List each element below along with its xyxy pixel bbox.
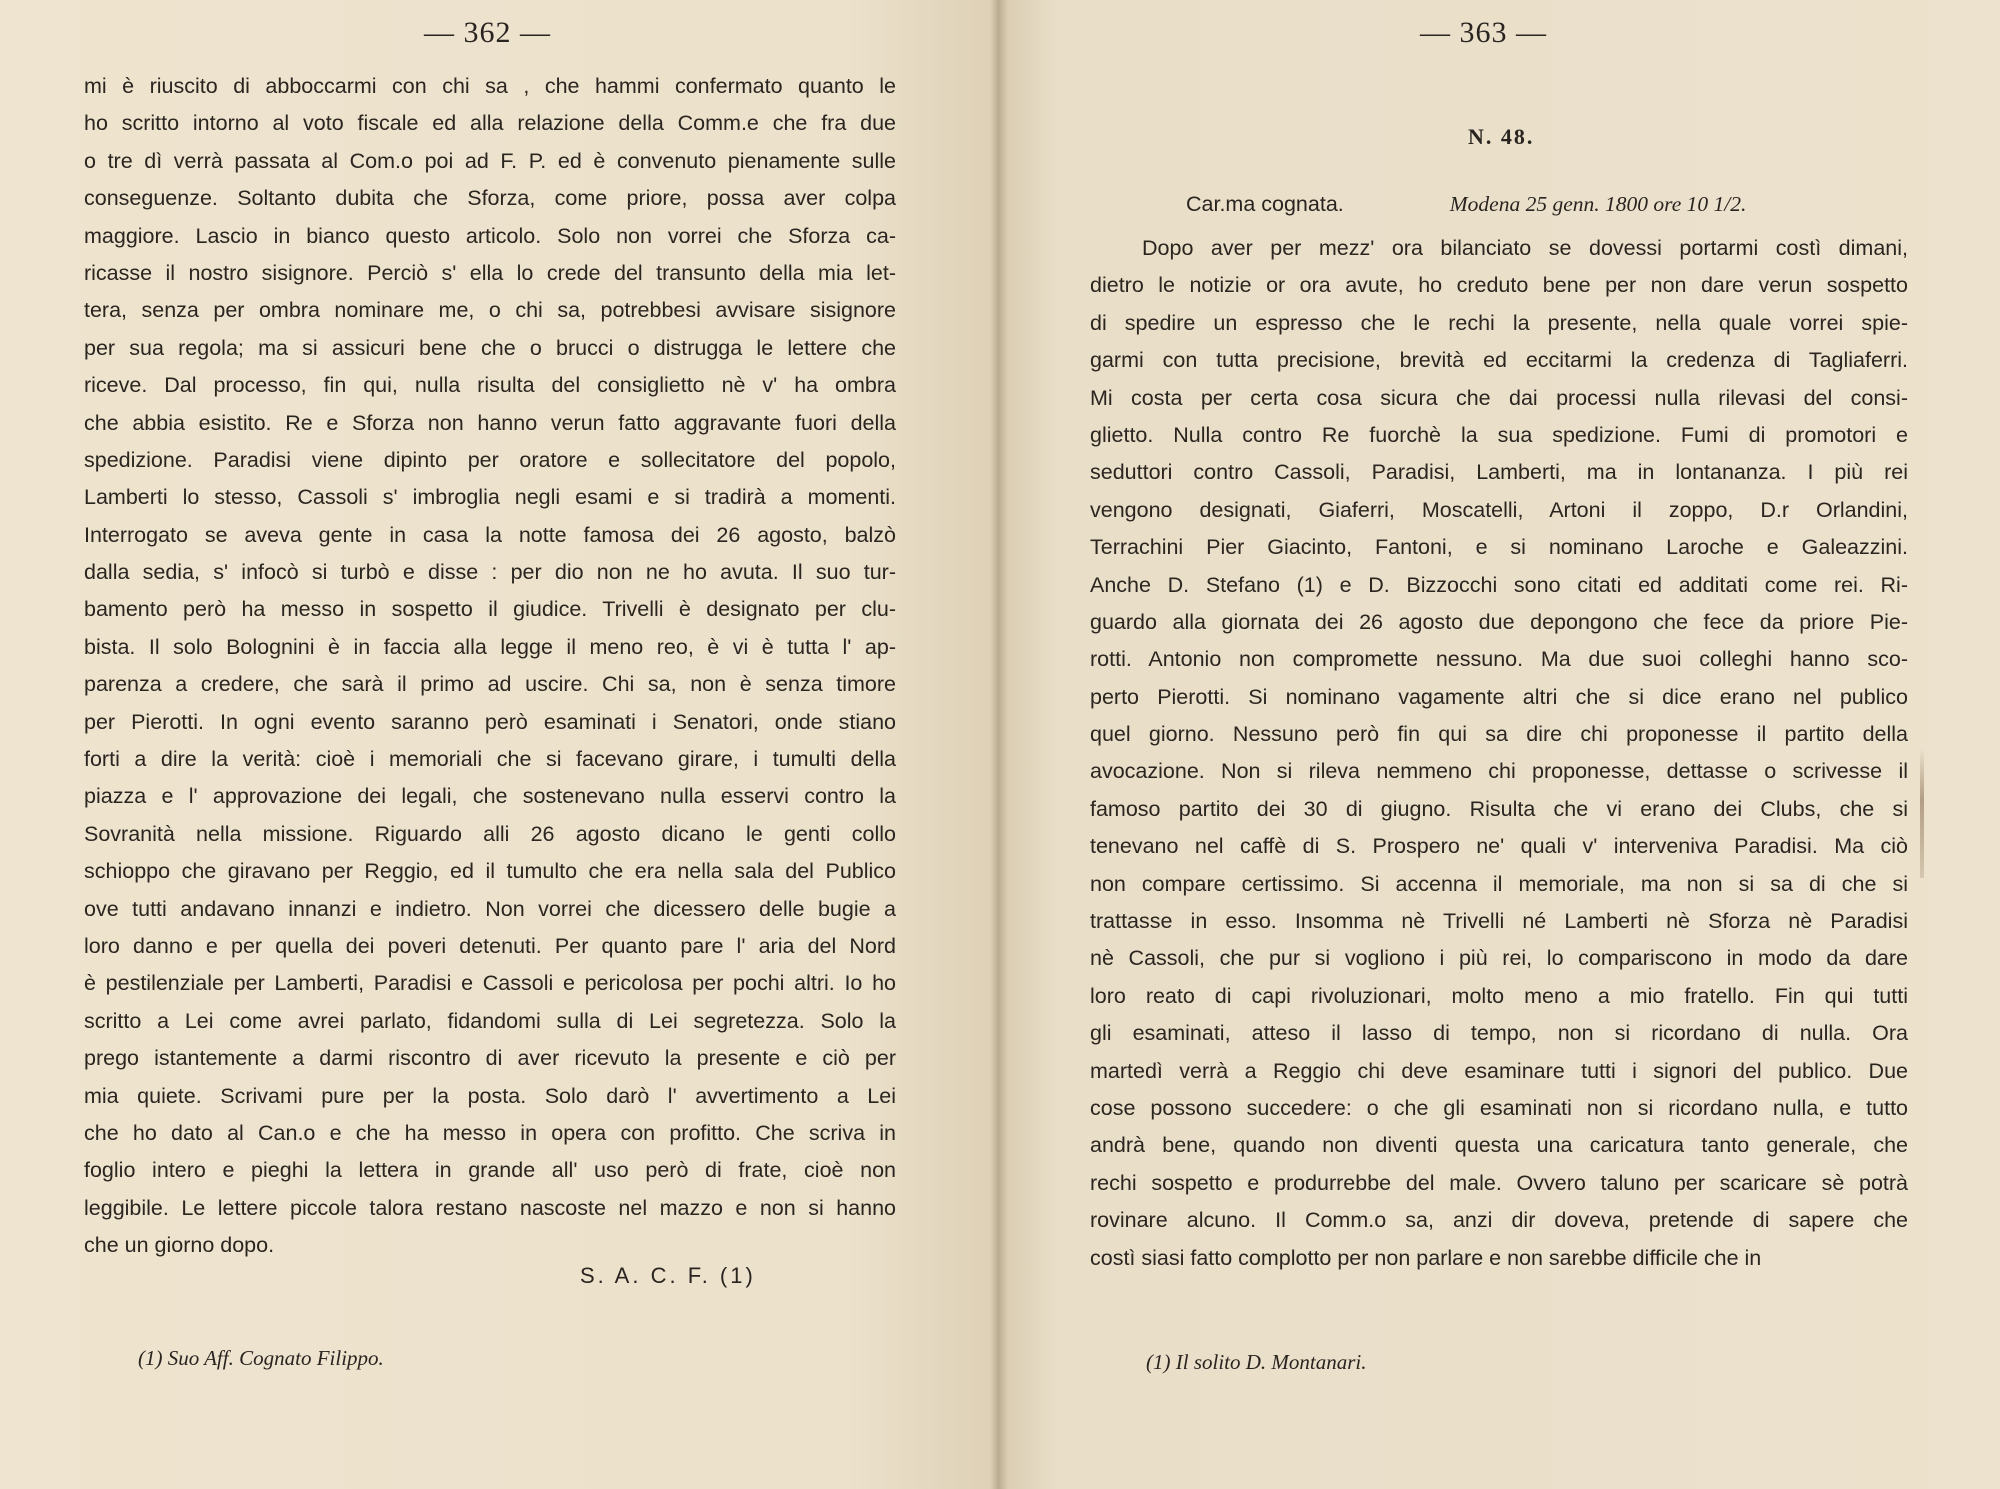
text-line: andrà bene, quando non diventi questa una caricatura tanto generale, che [1090, 1133, 1908, 1158]
text-line: bamento però ha messo in sospetto il giudice. Trivelli è designato per clu- [84, 597, 896, 622]
right-footnote: (1) Il solito D. Montanari. [1146, 1350, 1367, 1374]
text-line: scritto a Lei come avrei parlato, fidandomi sulla di Lei segretezza. Solo la [84, 1008, 896, 1033]
text-line: Interrogato se aveva gente in casa la notte famosa dei 26 agosto, balzò [84, 522, 896, 547]
text-line: che ho dato al Can.o e che ha messo in opera con profitto. Che scriva in [84, 1120, 896, 1145]
text-line: non compare certissimo. Si accenna il memoriale, ma non si sa di che si [1090, 871, 1908, 896]
text-line: quel giorno. Nessuno però fin qui sa dire chi proponesse il partito della [1090, 722, 1908, 747]
text-line: rotti. Antonio non compromette nessuno. Ma due suoi colleghi hanno sco- [1090, 647, 1908, 672]
text-line: garmi con tutta precisione, brevità ed eccitarmi la credenza di Tagliaferri. [1090, 348, 1908, 373]
right-body-text [1090, 230, 1908, 1277]
text-line: loro reato di capi rivoluzionari, molto meno a mio fratello. Fin qui tutti [1090, 983, 1908, 1008]
text-line: Terrachini Pier Giacinto, Fantoni, e si nominano Laroche e Galeazzini. [1090, 535, 1908, 560]
text-line: riceve. Dal processo, fin qui, nulla risulta del consiglietto nè v' ha ombra [84, 373, 896, 398]
signature: S. A. C. F. (1) [580, 1263, 756, 1288]
text-line: Sovranità nella missione. Riguardo alli 26 agosto dicano le genti collo [84, 821, 896, 846]
text-line: Mi costa per certa cosa sicura che dai processi nulla rilevasi del consi- [1090, 385, 1908, 410]
text-line: loro danno e per quella dei poveri detenuti. Per quanto pare l' aria del Nord [84, 933, 896, 958]
text-line: è pestilenziale per Lamberti, Paradisi e Cassoli e pericolosa per pochi altri. Io ho [84, 971, 896, 996]
text-line: prego istantemente a darmi riscontro di aver ricevuto la presente e ciò per [84, 1046, 896, 1071]
text-line: famoso partito dei 30 di giugno. Risulta che vi erano dei Clubs, che si [1090, 796, 1908, 821]
text-line: ho scritto intorno al voto fiscale ed alla relazione della Comm.e che fra due [84, 111, 896, 136]
letter-heading [1186, 192, 1746, 217]
text-line: che un giorno dopo. [84, 1233, 275, 1258]
text-line: seduttori contro Cassoli, Paradisi, Lamberti, ma in lontananza. I più rei [1090, 460, 1908, 485]
text-line: di spedire un espresso che le rechi la presente, nella quale vorrei spie- [1090, 310, 1908, 335]
text-line: guardo alla giornata dei 26 agosto due depongono che fece da priore Pie- [1090, 609, 1908, 634]
text-line: ove tutti andavano innanzi e indietro. Non vorrei che dicessero delle bugie a [84, 896, 896, 921]
text-line: rovinare alcuno. Il Comm.o sa, anzi dir doveva, pretende di sapere che [1090, 1208, 1908, 1233]
left-body-text [84, 68, 896, 1265]
text-line: avocazione. Non si rileva nemmeno chi proponesse, dettasse o scrivesse il [1090, 759, 1908, 784]
text-line: forti a dire la verità: cioè i memoriali che si facevano girare, i tumulti della [84, 747, 896, 772]
left-footnote: (1) Suo Aff. Cognato Filippo. [138, 1346, 384, 1370]
text-line: foglio intero e pieghi la lettera in grande all' uso però di frate, cioè non [84, 1158, 896, 1183]
text-line: rechi sospetto e produrrebbe del male. Ovvero taluno per scaricare sè potrà [1090, 1170, 1908, 1195]
text-line: conseguenze. Soltanto dubita che Sforza, come priore, possa aver colpa [84, 186, 896, 211]
text-line: vengono designati, Giaferri, Moscatelli, Artoni il zoppo, D.r Orlandini, [1090, 497, 1908, 522]
text-line: Anche D. Stefano (1) e D. Bizzocchi sono citati ed additati come rei. Ri- [1090, 572, 1908, 597]
text-line: mia quiete. Scrivami pure per la posta. Solo darò l' avvertimento a Lei [84, 1083, 896, 1108]
text-line: per Pierotti. In ogni evento saranno però esaminati i Senatori, onde stiano [84, 709, 896, 734]
text-line: che abbia esistito. Re e Sforza non hanno verun fatto aggravante fuori della [84, 410, 896, 435]
text-line: per sua regola; ma si assicuri bene che o brucci o distrugga le lettere che [84, 335, 896, 360]
text-line: glietto. Nulla contro Re fuorchè la sua spedizione. Fumi di promotori e [1090, 422, 1908, 447]
text-line: piazza e l' approvazione dei legali, che sostenevano nulla esservi contro la [84, 784, 896, 809]
text-line: martedì verrà a Reggio chi deve esaminare tutti i signori del publico. Due [1090, 1058, 1908, 1083]
text-line: costì siasi fatto complotto per non parlare e non sarebbe difficile che in [1090, 1245, 1762, 1270]
text-line: Dopo aver per mezz' ora bilanciato se dovessi portarmi costì dimani, [1142, 236, 1908, 260]
left-page-number: — 362 — [424, 16, 551, 49]
text-line: bista. Il solo Bolognini è in faccia alla legge il meno reo, è vi è tutta l' ap- [84, 634, 896, 659]
text-line: schioppo che giravano per Reggio, ed il tumulto che era nella sala del Publico [84, 859, 896, 884]
text-line: gli esaminati, atteso il lasso di tempo, non si ricordano di nulla. Ora [1090, 1021, 1908, 1046]
text-line: o tre dì verrà passata al Com.o poi ad F. P. ed è convenuto pienamente sulle [84, 148, 896, 173]
right-page-number: — 363 — [1420, 16, 1547, 49]
text-line: ricasse il nostro sisignore. Perciò s' ella lo crede del transunto della mia let- [84, 260, 896, 285]
salutation: Car.ma cognata. [1186, 192, 1344, 216]
text-line: tera, senza per ombra nominare me, o chi sa, potrebbesi avvisare sisignore [84, 298, 896, 323]
text-line: dietro le notizie or ora avute, ho creduto bene per non dare verun sospetto [1090, 273, 1908, 298]
text-line: parenza a credere, che sarà il primo ad uscire. Chi sa, non è senza timore [84, 672, 896, 697]
dateline: Modena 25 genn. 1800 ore 10 1/2. [1449, 192, 1747, 216]
text-line: Lamberti lo stesso, Cassoli s' imbroglia negli esami e si tradirà a momenti. [84, 485, 896, 510]
text-line: trattasse in esso. Insomma nè Trivelli né Lamberti nè Sforza nè Paradisi [1090, 909, 1908, 934]
document-number: N. 48. [1468, 124, 1535, 149]
text-line: mi è riuscito di abboccarmi con chi sa , che hammi confermato quanto le [84, 74, 896, 98]
text-line: cose possono succedere: o che gli esaminati non si ricordano nulla, e tutto [1090, 1095, 1908, 1120]
text-line: tenevano nel caffè di S. Prospero ne' quali v' interveniva Paradisi. Ma ciò [1090, 834, 1908, 859]
text-line: spedizione. Paradisi viene dipinto per oratore e sollecitatore del popolo, [84, 447, 896, 472]
text-line: maggiore. Lascio in bianco questo articolo. Solo non vorrei che Sforza ca- [84, 223, 896, 248]
text-line: leggibile. Le lettere piccole talora restano nascoste nel mazzo e non si hanno [84, 1195, 896, 1220]
text-line: perto Pierotti. Si nominano vagamente altri che si dice erano nel publico [1090, 684, 1908, 709]
margin-mark [1920, 748, 1924, 878]
book-gutter [990, 0, 1008, 1489]
text-line: dalla sedia, s' infocò si turbò e disse : per dio non ne ho avuta. Il suo tur- [84, 560, 896, 585]
text-line: nè Cassoli, che pur si vogliono i più rei, lo compariscono in modo da dare [1090, 946, 1908, 971]
